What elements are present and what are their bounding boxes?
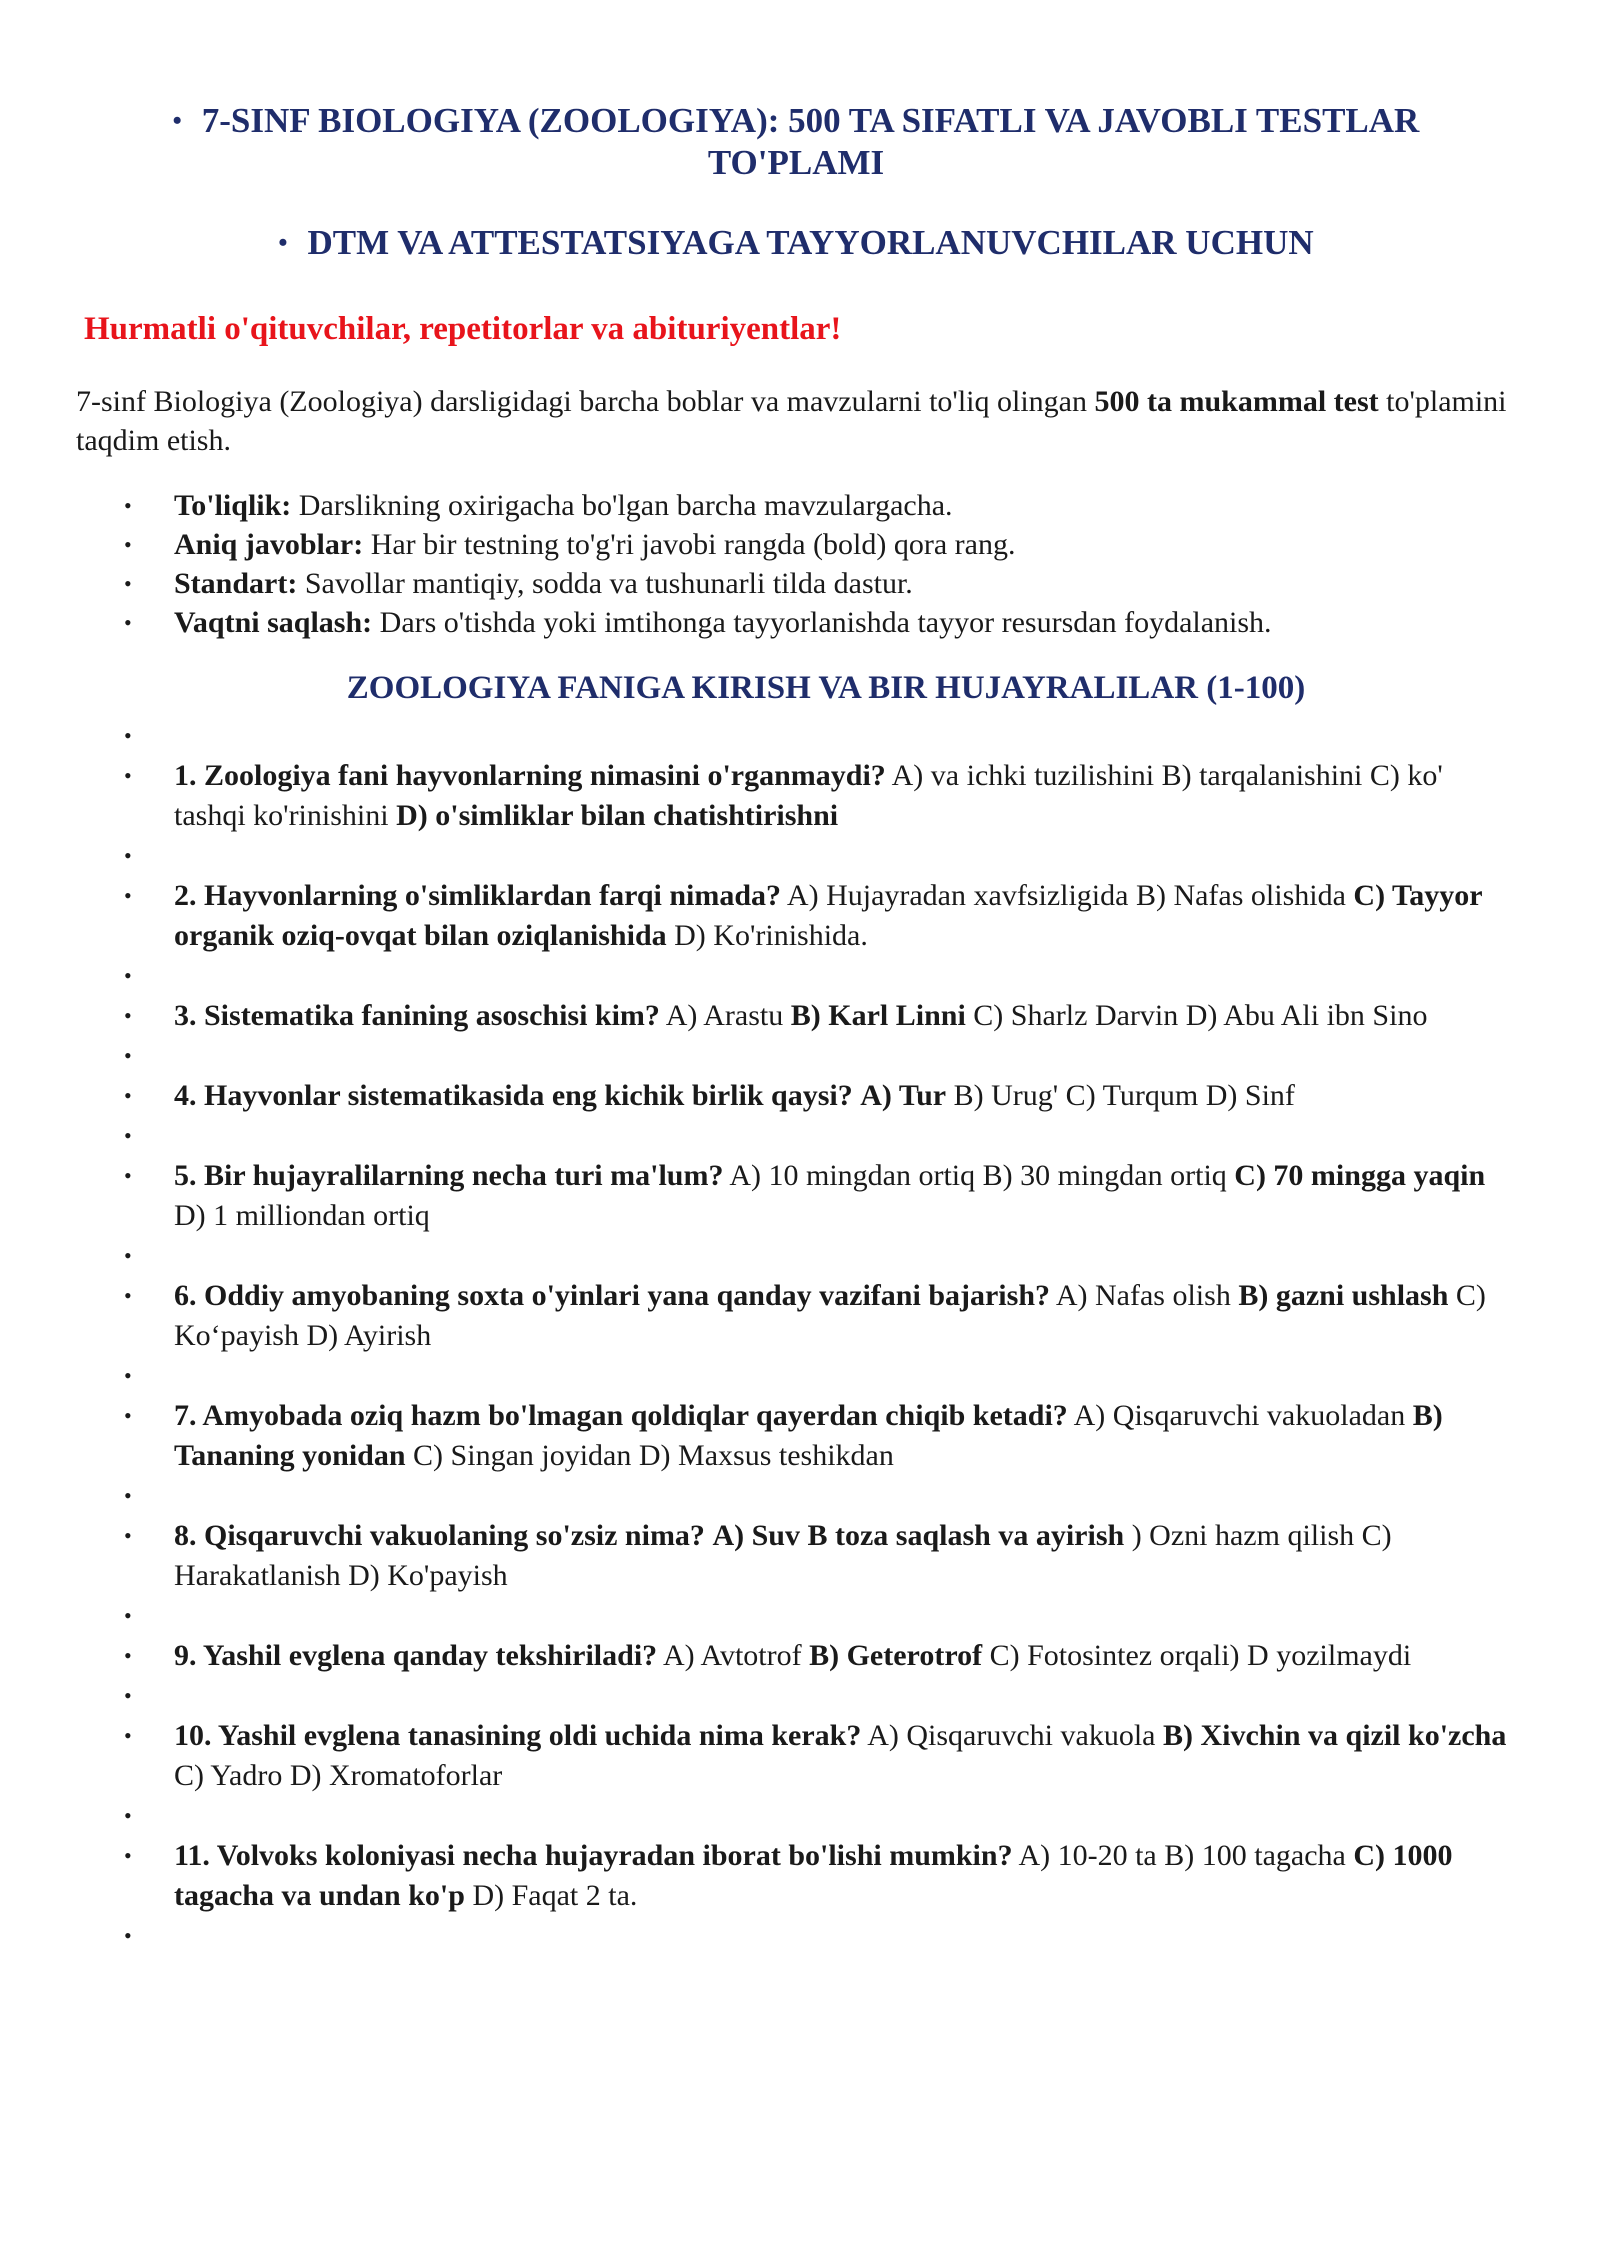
- question-bold-text: A) Suv B toza saqlash va ayirish: [712, 1519, 1125, 1552]
- empty-list-item: [76, 1676, 1516, 1716]
- bullet: •: [124, 963, 132, 988]
- question-option-text: C) Fotosintez orqali) D yozilmaydi: [982, 1639, 1412, 1672]
- question-bold-text: 7. Amyobada oziq hazm bo'lmagan qoldiqlar qayerdan chiqib ketadi?: [174, 1399, 1068, 1432]
- question-item: [76, 1076, 1516, 1116]
- bullet: •: [124, 1923, 132, 1948]
- question-bold-text: B) Karl Linni: [790, 999, 966, 1032]
- question-option-text: A) va ichki tuzilishini B) tarqalanishini C) ko' tashqi ko'rinishini: [174, 759, 1443, 832]
- question-bold-text: C) 70 mingga yaqin: [1234, 1159, 1486, 1192]
- question-option-text: A) Nafas olish: [1050, 1279, 1239, 1312]
- empty-list-item: [76, 1476, 1516, 1516]
- question-item: [76, 1276, 1516, 1356]
- bullet: •: [124, 1483, 132, 1508]
- question-item: [76, 876, 1516, 956]
- question-option-text: A) Avtotrof: [657, 1639, 810, 1672]
- empty-list-item: [76, 716, 1516, 756]
- question-text: [174, 999, 1427, 1032]
- question-option-text: A) Hujayradan xavfsizligida B) Nafas olishida: [781, 879, 1354, 912]
- empty-list-item: [76, 1596, 1516, 1636]
- question-bold-text: 9. Yashil evglena qanday tekshiriladi?: [174, 1639, 658, 1672]
- bullet: •: [124, 1803, 132, 1828]
- empty-list-item: [76, 1916, 1516, 1956]
- title-bullet: •: [172, 106, 182, 135]
- question-bold-text: B) Geterotrof: [809, 1639, 983, 1672]
- title-line-1: 7-SINF BIOLOGIYA (ZOOLOGIYA): 500 TA SIFATLI VA JAVOBLI TESTLAR: [201, 101, 1420, 140]
- bullet: •: [124, 532, 132, 557]
- question-option-text: A) Qisqaruvchi vakuoladan: [1067, 1399, 1413, 1432]
- bullet: •: [124, 571, 132, 596]
- bullet: •: [124, 1083, 132, 1108]
- empty-list-item: [76, 1356, 1516, 1396]
- intro-text-1: 7-sinf Biologiya (Zoologiya) darsligidagi barcha boblar va mavzularni to'liq olingan: [76, 385, 1095, 418]
- document-content: [76, 100, 1516, 1956]
- question-text: [174, 1159, 1485, 1232]
- question-item: [76, 996, 1516, 1036]
- question-bold-text: A) Tur: [860, 1079, 947, 1112]
- empty-list-item: [76, 836, 1516, 876]
- question-option-text: D) 1 milliondan ortiq: [174, 1199, 430, 1232]
- features-list: [76, 486, 1516, 642]
- bullet: •: [124, 883, 132, 908]
- intro-paragraph: [76, 382, 1516, 460]
- title-line-2: TO'PLAMI: [707, 143, 885, 182]
- feature-label: To'liqlik:: [174, 489, 292, 522]
- question-bold-text: 1. Zoologiya fani hayvonlarning nimasini o'rganmaydi?: [174, 759, 886, 792]
- question-text: [174, 1279, 1486, 1352]
- question-text: [174, 1639, 1411, 1672]
- question-option-text: C) Yadro D) Xromatoforlar: [174, 1759, 503, 1792]
- question-bold-text: C) Tayyor organik oziq-ovqat bilan oziqlanishida: [174, 879, 1483, 952]
- question-bold-text: D) o'simliklar bilan chatishtirishni: [396, 799, 839, 832]
- question-bold-text: 8. Qisqaruvchi vakuolaning so'zsiz nima?: [174, 1519, 705, 1552]
- question-option-text: D) Ko'rinishida.: [666, 919, 868, 952]
- question-text: [174, 1399, 1443, 1472]
- document-title: [76, 100, 1516, 184]
- empty-list-item: [76, 956, 1516, 996]
- intro-bold: 500 ta mukammal test: [1094, 385, 1379, 418]
- subtitle-text: DTM VA ATTESTATSIYAGA TAYYORLANUVCHILAR UCHUN: [307, 223, 1314, 262]
- bullet: •: [124, 610, 132, 635]
- question-option-text: B) Urug' C) Turqum D) Sinf: [946, 1079, 1295, 1112]
- question-bold-text: 6. Oddiy amyobaning soxta o'yinlari yana qanday vazifani bajarish?: [174, 1279, 1051, 1312]
- question-text: [174, 1839, 1453, 1912]
- question-text: [174, 1519, 1392, 1592]
- bullet: •: [124, 1163, 132, 1188]
- bullet: •: [124, 1843, 132, 1868]
- question-bold-text: B) Tananing yonidan: [174, 1399, 1443, 1472]
- section-title: ZOOLOGIYA FANIGA KIRISH VA BIR HUJAYRALILAR (1-100): [346, 670, 1306, 706]
- greeting: Hurmatli o'qituvchilar, repetitorlar va abituriyentlar!: [84, 311, 842, 347]
- question-bold-text: C) 1000 tagacha va undan ko'p: [174, 1839, 1453, 1912]
- bullet: •: [124, 763, 132, 788]
- question-bold-text: 5. Bir hujayralilarning necha turi ma'lum?: [174, 1159, 724, 1192]
- feature-label: Standart:: [174, 567, 298, 600]
- bullet: •: [124, 1043, 132, 1068]
- bullet: •: [124, 1123, 132, 1148]
- question-bold-text: 10. Yashil evglena tanasining oldi uchida nima kerak?: [174, 1719, 862, 1752]
- empty-list-item: [76, 1236, 1516, 1276]
- feature-item: [76, 564, 1516, 603]
- question-option-text: A) Qisqaruvchi vakuola: [861, 1719, 1163, 1752]
- bullet: •: [124, 1683, 132, 1708]
- bullet: •: [124, 843, 132, 868]
- empty-list-item: [76, 1116, 1516, 1156]
- bullet: •: [124, 1243, 132, 1268]
- feature-text: Har bir testning to'g'ri javobi rangda (bold) qora rang.: [363, 528, 1016, 561]
- feature-text: Darslikning oxirigacha bo'lgan barcha mavzulargacha.: [291, 489, 953, 522]
- feature-text: Savollar mantiqiy, sodda va tushunarli tilda dastur.: [297, 567, 913, 600]
- document-subtitle: [76, 222, 1516, 264]
- feature-text: Dars o'tishda yoki imtihonga tayyorlanishda tayyor resursdan foydalanish.: [372, 606, 1272, 639]
- subtitle-bullet: •: [278, 228, 288, 257]
- feature-item: [76, 525, 1516, 564]
- bullet: •: [124, 493, 132, 518]
- question-option-text: A) Arastu: [659, 999, 791, 1032]
- question-text: [174, 1079, 1295, 1112]
- question-option-text: D) Faqat 2 ta.: [464, 1879, 638, 1912]
- question-text: [174, 1719, 1506, 1792]
- bullet: •: [124, 723, 132, 748]
- feature-item: [76, 486, 1516, 525]
- question-item: [76, 1516, 1516, 1596]
- bullet: •: [124, 1283, 132, 1308]
- question-item: [76, 1156, 1516, 1236]
- feature-label: Vaqtni saqlash:: [174, 606, 373, 639]
- question-item: [76, 1716, 1516, 1796]
- question-item: [76, 756, 1516, 836]
- question-option-text: C) Ko‘payish D) Ayirish: [174, 1279, 1486, 1352]
- bullet: •: [124, 1003, 132, 1028]
- question-bold-text: B) gazni ushlash: [1238, 1279, 1449, 1312]
- bullet: •: [124, 1363, 132, 1388]
- questions-list: [76, 716, 1516, 1956]
- question-option-text: A) 10 mingdan ortiq B) 30 mingdan ortiq: [723, 1159, 1235, 1192]
- question-option-text: A) 10-20 ta B) 100 tagacha: [1012, 1839, 1354, 1872]
- bullet: •: [124, 1643, 132, 1668]
- question-text: [174, 879, 1482, 952]
- empty-list-item: [76, 1036, 1516, 1076]
- feature-label: Aniq javoblar:: [174, 528, 364, 561]
- question-option-text: C) Sharlz Darvin D) Abu Ali ibn Sino: [965, 999, 1428, 1032]
- question-option-text: ) Ozni hazm qilish C) Harakatlanish D) Ko'payish: [174, 1519, 1392, 1592]
- question-item: [76, 1636, 1516, 1676]
- bullet: •: [124, 1403, 132, 1428]
- question-text: [174, 759, 1443, 832]
- empty-list-item: [76, 1796, 1516, 1836]
- question-option-text: C) Singan joyidan D) Maxsus teshikdan: [405, 1439, 894, 1472]
- question-bold-text: 2. Hayvonlarning o'simliklardan farqi nimada?: [174, 879, 782, 912]
- question-item: [76, 1836, 1516, 1916]
- bullet: •: [124, 1603, 132, 1628]
- question-bold-text: 4. Hayvonlar sistematikasida eng kichik birlik qaysi?: [174, 1079, 853, 1112]
- intro-text-2: to'plamini taqdim etish.: [76, 385, 1507, 457]
- bullet: •: [124, 1723, 132, 1748]
- question-bold-text: 11. Volvoks koloniyasi necha hujayradan iborat bo'lishi mumkin?: [174, 1839, 1013, 1872]
- feature-item: [76, 603, 1516, 642]
- bullet: •: [124, 1523, 132, 1548]
- question-bold-text: 3. Sistematika fanining asoschisi kim?: [174, 999, 660, 1032]
- question-bold-text: B) Xivchin va qizil ko'zcha: [1162, 1719, 1507, 1752]
- question-item: [76, 1396, 1516, 1476]
